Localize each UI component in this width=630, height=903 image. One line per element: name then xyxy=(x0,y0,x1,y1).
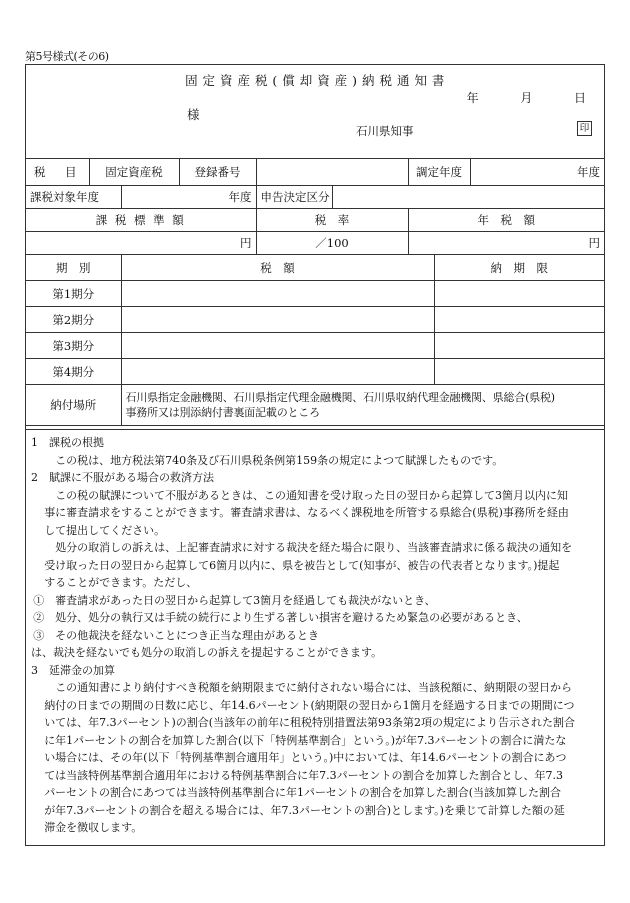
note-3-heading: 3 延滞金の加算 xyxy=(31,663,115,677)
note-2-para2-line1: 処分の取消しの訴えは、上記審査請求に対する裁決を経た場合に限り、当該審査請求に係る裁決の通知を xyxy=(55,541,573,554)
note-3-line-9: 滞金を徴収します。 xyxy=(44,821,143,834)
amount-header: 税 額 xyxy=(121,255,434,281)
note-2-para1-line2: 事に審査請求をすることができます。審査請求書は、なるべく課税地を所管する県総合(県税)事務所を経由 xyxy=(44,506,569,519)
notice-header xyxy=(26,65,604,158)
period-due xyxy=(434,333,604,359)
note-2-item-2: ② 処分、処分の執行又は手続の続行により生ずる著しい損害を避けるため緊急の必要があるとき、 xyxy=(33,611,528,624)
date-line xyxy=(467,89,586,106)
target-year-unit: 年度 xyxy=(121,186,256,209)
period-row xyxy=(26,281,604,307)
annual-tax-label: 年 税 額 xyxy=(408,209,604,232)
tax-item-label: 税 目 xyxy=(26,159,89,186)
period-due xyxy=(434,307,604,333)
decision-value xyxy=(332,186,604,209)
tax-item-value: 固定資産税 xyxy=(89,159,179,186)
note-3-line-5: い場合には、その年(以下「特例基準割合適用年」という。)中においては、年14.6パーセントの割合にあつ xyxy=(44,751,567,764)
target-year-label: 課税対象年度 xyxy=(26,186,121,209)
note-2-para2-line2: 受け取った日の翌日から起算して6箇月以内に、県を被告として(知事が、被告の代表者となります。)提起 xyxy=(44,558,560,572)
period-row xyxy=(26,333,604,359)
tax-base-label: 課 税 標 準 額 xyxy=(26,209,256,232)
note-3-line-6: ては当該特例基準割合適用年における特例基準割合に年7.3パーセントの割合を加算した割合とし、年7.3 xyxy=(44,768,563,782)
note-2-item-1: ① 審査請求があった日の翌日から起算して3箇月を経過しても裁決がないとき、 xyxy=(33,593,436,607)
period-label: 第3期分 xyxy=(26,333,121,359)
note-3-line-8: が年7.3パーセントの割合を超える場合には、年7.3パーセントの割合)とします。)を乗じて計算した額の延 xyxy=(44,803,565,817)
payment-line-1: 石川県指定金融機関、石川県指定代理金融機関、石川県収納代理金融機関、県総合(県税) xyxy=(125,391,555,404)
form-id: 第5号様式(その6) xyxy=(25,50,109,63)
notice-frame xyxy=(25,64,605,846)
note-2-para1-line1: この税の賦課について不服があるときは、この通知書を受け取った日の翌日から起算して3箇月以内に知 xyxy=(55,488,568,502)
payment-place-label: 納付場所 xyxy=(26,385,121,426)
notes-section xyxy=(26,429,604,837)
reg-no-label: 登録番号 xyxy=(179,159,256,186)
period-row xyxy=(26,359,604,385)
reg-no-value xyxy=(256,159,408,186)
period-label: 第4期分 xyxy=(26,359,121,385)
period-due xyxy=(434,359,604,385)
period-amount xyxy=(121,281,434,307)
assess-year-label: 調定年度 xyxy=(408,159,470,186)
note-3-line-1: この通知書により納付すべき税額を納期限までに納付されない場合には、当該税額に、納期限の翌日から xyxy=(55,681,572,694)
decision-label: 申告決定区分 xyxy=(256,186,332,209)
note-2-tail: は、裁決を経ないでも処分の取消しの訴えを提起することができます。 xyxy=(31,646,383,659)
note-2-heading: 2 賦課に不服がある場合の救済方法 xyxy=(31,471,214,484)
period-header: 期 別 xyxy=(26,255,121,281)
tax-rate-value: ／100 xyxy=(256,232,408,255)
seal-box: 印 xyxy=(577,121,592,136)
annual-tax-unit: 円 xyxy=(408,232,604,255)
note-1-heading: 1 課税の根拠 xyxy=(31,436,104,449)
note-3-line-4: に年1パーセントの割合を加算した割合(以下「特例基準割合」という。)が年7.3パーセントの割合に満たな xyxy=(44,733,567,747)
period-due xyxy=(434,281,604,307)
note-2-item-3: ③ その他裁決を経ないことにつき正当な理由があるとき xyxy=(33,628,319,642)
period-amount xyxy=(121,359,434,385)
note-2-para1-line3: して提出してください。 xyxy=(44,523,166,537)
note-3-line-3: いては、年7.3パーセント)の割合(当該年の前年に租税特別措置法第93条第2項の規定により告示された割合 xyxy=(44,716,576,729)
assess-year-unit: 年度 xyxy=(470,159,604,186)
period-row xyxy=(26,307,604,333)
payment-line-2: 事務所又は別添納付書裏面記載のところ xyxy=(125,406,320,419)
tax-rate-label: 税 率 xyxy=(256,209,408,232)
period-label: 第2期分 xyxy=(26,307,121,333)
period-label: 第1期分 xyxy=(26,281,121,307)
period-amount xyxy=(121,333,434,359)
date-year: 年 xyxy=(466,91,479,105)
due-header: 納 期 限 xyxy=(434,255,604,281)
tax-base-unit: 円 xyxy=(26,232,256,255)
note-3-line-7: パーセントの割合にあつては当該特例基準割合に年1パーセントの割合を加算した割合(当該加算した割合 xyxy=(44,786,562,799)
note-2-para2-line3: することができます。ただし、 xyxy=(44,576,198,589)
payment-place-value xyxy=(121,385,604,426)
notice-title: 固 定 資 産 税 ( 償 却 資 産 ) 納 税 通 知 書 xyxy=(185,73,445,88)
note-1-body: この税は、地方税法第740条及び石川県税条例第159条の規定によつて賦課したものです。 xyxy=(55,453,504,467)
issuer-name: 石川県知事 xyxy=(356,124,414,138)
period-amount xyxy=(121,307,434,333)
note-3-line-2: 納付の日までの期間の日数に応じ、年14.6パーセント(納期限の翌日から1箇月を経過する日までの期間につ xyxy=(44,698,575,712)
date-month: 月 xyxy=(520,91,533,105)
date-day: 日 xyxy=(573,91,586,105)
addressee-suffix: 様 xyxy=(187,107,200,122)
tax-detail-table xyxy=(26,158,604,426)
